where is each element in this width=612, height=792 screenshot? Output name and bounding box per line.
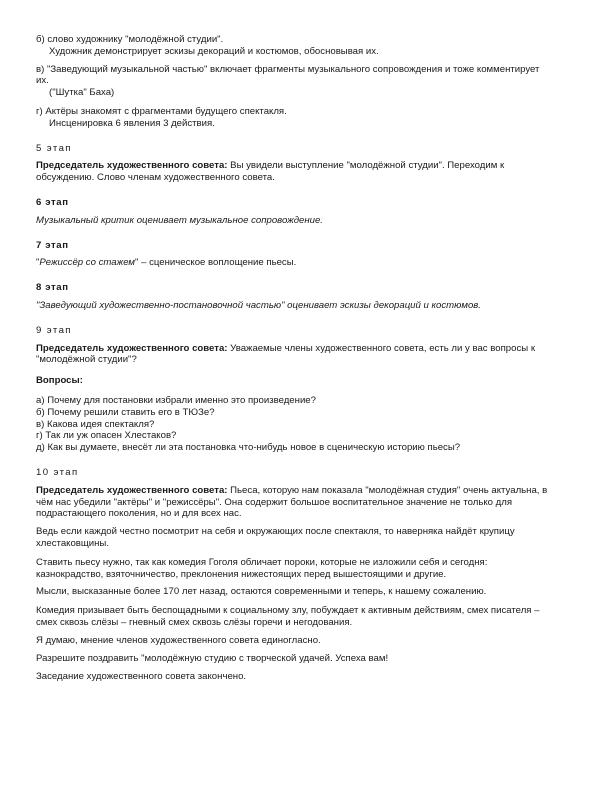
stage-10-para-3-line-1: Ставить пьесу нужно, так как комедия Гоголя обличает пороки, которые не изложили себя и сегодня: bbox=[36, 556, 488, 568]
stage-7-text bbox=[36, 257, 582, 269]
stage-9-line-2: "молодёжной студии"? bbox=[36, 354, 137, 366]
question-item: г) Так ли уж опасен Хлестаков? bbox=[36, 430, 177, 442]
stage-8-text bbox=[36, 300, 582, 312]
stage-5-text-1: Вы увидели выступление "молодёжной студии". Переходим к bbox=[227, 160, 505, 172]
stage-10-para-2-line-2: хлестаковщины. bbox=[36, 537, 109, 549]
stage-10-speaker: Председатель художественного совета: bbox=[36, 484, 228, 496]
stage-7-quote-open: " bbox=[36, 257, 40, 269]
stage-10-para-6: Я думаю, мнение членов художественного совета единогласно. bbox=[36, 634, 321, 646]
questions-heading: Вопросы: bbox=[36, 375, 83, 387]
stage-6-text bbox=[36, 215, 582, 227]
question-item: в) Какова идея спектакля? bbox=[36, 418, 155, 430]
stage-8-heading: 8 этап bbox=[36, 282, 69, 294]
stage-9-speaker: Председатель художественного совета: bbox=[36, 342, 228, 354]
stage-10-para-4: Мысли, высказанные более 170 лет назад, остаются современными и теперь, к нашему сожалению. bbox=[36, 586, 487, 598]
stage-10-para-7: Разрешите поздравить "молодёжную студию с творческой удачей. Успеха вам! bbox=[36, 653, 389, 665]
stage-7-description: – сценическое воплощение пьесы. bbox=[138, 257, 297, 269]
stage-5-heading: 5 этап bbox=[36, 142, 72, 154]
stage-10-para-5-line-2: смех сквозь слёзы – гневный смех сквозь слёзы горечи и негодования. bbox=[36, 616, 353, 628]
stage-7-role: Режиссёр со стажем bbox=[39, 257, 136, 269]
intro-item-v-detail: ("Шутка" Баха) bbox=[49, 87, 115, 99]
intro-item-g-detail: Инсценировка 6 явления 3 действия. bbox=[49, 117, 215, 129]
stage-5-line-1 bbox=[36, 160, 582, 172]
stage-8-italic-text: "Заведующий художественно-постановочной частью" оценивает эскизы декораций и костюмов. bbox=[36, 299, 481, 311]
stage-7-quote-close: " bbox=[135, 257, 139, 269]
stage-10-para-8: Заседание художественного совета закончено. bbox=[36, 671, 247, 683]
question-item: д) Как вы думаете, внесёт ли эта постановка что-нибудь новое в сценическую историю пьесы? bbox=[36, 442, 461, 454]
intro-item-v-continuation: их. bbox=[36, 75, 49, 87]
stage-10-heading: 10 этап bbox=[36, 466, 79, 478]
stage-10-para-1-line-1 bbox=[36, 485, 582, 497]
stage-6-heading: 6 этап bbox=[36, 196, 69, 208]
stage-5-speaker: Председатель художественного совета: bbox=[36, 160, 228, 172]
stage-6-italic-text: Музыкальный критик оценивает музыкальное сопровождение. bbox=[36, 214, 323, 226]
stage-9-text-1: Уважаемые члены художественного совета, есть ли у вас вопросы к bbox=[227, 342, 536, 354]
stage-10-para-2-line-1: Ведь если каждой честно посмотрит на себя и окружающих после спектакля, то наверняка найдёт крупицу bbox=[36, 526, 515, 538]
question-item: а) Почему для постановки избрали именно это произведение? bbox=[36, 394, 316, 406]
intro-item-g: г) Актёры знакомят с фрагментами будущего спектакля. bbox=[36, 105, 287, 117]
stage-9-heading: 9 этап bbox=[36, 324, 72, 336]
stage-7-heading: 7 этап bbox=[36, 239, 69, 251]
intro-item-v: в) "Заведующий музыкальной частью" включает фрагменты музыкального сопровождения и тоже комментирует bbox=[36, 63, 540, 75]
stage-9-line-1 bbox=[36, 343, 582, 355]
stage-5-line-2: обсуждению. Слово членам художественного совета. bbox=[36, 172, 275, 184]
stage-10-para-5-line-1: Комедия призывает быть беспощадными к социальному злу, побуждает к активным действиям, смех писателя – bbox=[36, 605, 540, 617]
stage-10-para-3-line-2: казнокрадство, взяточничество, преклонения нижестоящих перед вышестоящими и другие. bbox=[36, 568, 447, 580]
intro-item-b: б) слово художнику "молодёжной студии". bbox=[36, 34, 224, 45]
intro-item-b-detail: Художник демонстрирует эскизы декораций и костюмов, обосновывая их. bbox=[49, 45, 379, 57]
question-item: б) Почему решили ставить его в ТЮЗе? bbox=[36, 406, 215, 418]
stage-10-para-1-line-3: подрастающего поколения, но и для всех нас. bbox=[36, 508, 242, 520]
document-page bbox=[36, 34, 582, 683]
stage-10-text-1: Пьеса, которую нам показала "молодёжная студия" очень актуальна, в bbox=[227, 484, 548, 496]
stage-10-para-1-line-2: чём нас убедили "актёры" и "режиссёры". Она содержит большое воспитательное значение не только для bbox=[36, 496, 513, 508]
